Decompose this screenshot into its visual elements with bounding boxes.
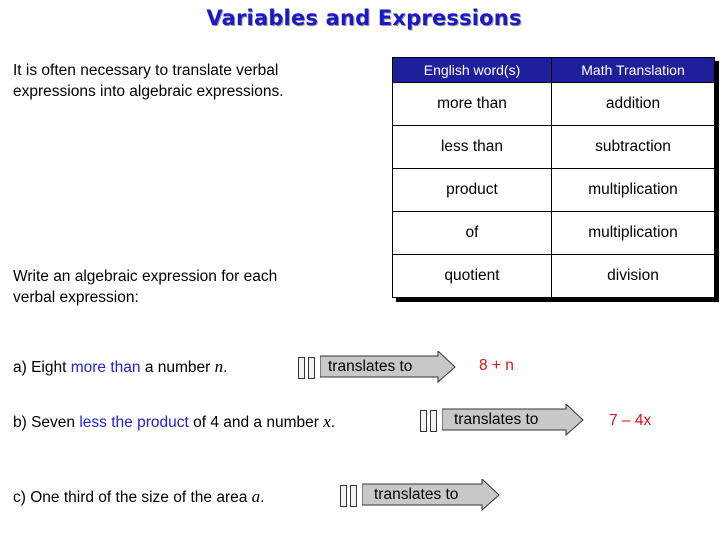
instruction-line-2: verbal expression: bbox=[13, 289, 139, 306]
problem-b bbox=[13, 412, 335, 432]
intro-text bbox=[13, 60, 284, 102]
arrow-a-label: translates to bbox=[328, 358, 413, 375]
arrow-bar bbox=[430, 410, 437, 432]
math-cell: subtraction bbox=[552, 126, 715, 169]
instruction-text bbox=[13, 266, 277, 308]
arrow-a bbox=[298, 351, 458, 383]
problem-a-prefix: a) Eight bbox=[13, 359, 71, 376]
math-cell: multiplication bbox=[552, 169, 715, 212]
arrow-b bbox=[420, 404, 585, 436]
english-cell: less than bbox=[393, 126, 552, 169]
header-english: English word(s) bbox=[393, 58, 552, 83]
english-cell: more than bbox=[393, 83, 552, 126]
problem-c-end: . bbox=[260, 489, 265, 506]
english-cell: quotient bbox=[393, 255, 552, 298]
arrow-bar bbox=[340, 485, 347, 507]
arrow-bar bbox=[420, 410, 427, 432]
page-title: Variables and Expressions bbox=[206, 6, 522, 30]
table-header-row bbox=[393, 58, 715, 83]
answer-a: 8 + n bbox=[479, 357, 514, 374]
arrow-bar bbox=[298, 357, 305, 379]
intro-line-2: expressions into algebraic expressions. bbox=[13, 83, 284, 100]
problem-a-rest: a number bbox=[140, 359, 215, 376]
math-cell: division bbox=[552, 255, 715, 298]
table-row bbox=[393, 126, 715, 169]
arrow-bar bbox=[308, 357, 315, 379]
answer-b: 7 – 4x bbox=[609, 412, 652, 429]
arrow-bar bbox=[350, 485, 357, 507]
table-row bbox=[393, 83, 715, 126]
problem-c-variable: a bbox=[251, 487, 261, 506]
problem-b-keyword: less the product bbox=[79, 414, 189, 431]
problem-c-prefix: c) One third of the size of the area bbox=[13, 489, 252, 506]
arrow-body bbox=[320, 351, 456, 383]
table-row bbox=[393, 255, 715, 298]
problem-b-prefix: b) Seven bbox=[13, 414, 80, 431]
problem-a-keyword: more than bbox=[70, 359, 141, 376]
problem-a-end: . bbox=[223, 359, 228, 376]
intro-line-1: It is often necessary to translate verbal bbox=[13, 62, 279, 79]
problem-b-variable: x bbox=[323, 412, 331, 431]
instruction-line-1: Write an algebraic expression for each bbox=[13, 268, 278, 285]
english-cell: of bbox=[393, 212, 552, 255]
problem-b-rest: of 4 and a number bbox=[188, 414, 324, 431]
arrow-body bbox=[442, 404, 584, 436]
arrow-b-label: translates to bbox=[454, 411, 539, 428]
math-cell: multiplication bbox=[552, 212, 715, 255]
translation-table bbox=[392, 57, 715, 298]
problem-a bbox=[13, 357, 227, 377]
english-cell: product bbox=[393, 169, 552, 212]
problem-c bbox=[13, 487, 264, 507]
arrow-c bbox=[340, 479, 500, 511]
problem-a-variable: n bbox=[214, 357, 224, 376]
table-row bbox=[393, 212, 715, 255]
problem-b-end: . bbox=[330, 414, 336, 431]
arrow-body bbox=[362, 479, 500, 511]
math-cell: addition bbox=[552, 83, 715, 126]
arrow-c-label: translates to bbox=[374, 486, 459, 503]
header-math: Math Translation bbox=[552, 58, 715, 83]
table-row bbox=[393, 169, 715, 212]
